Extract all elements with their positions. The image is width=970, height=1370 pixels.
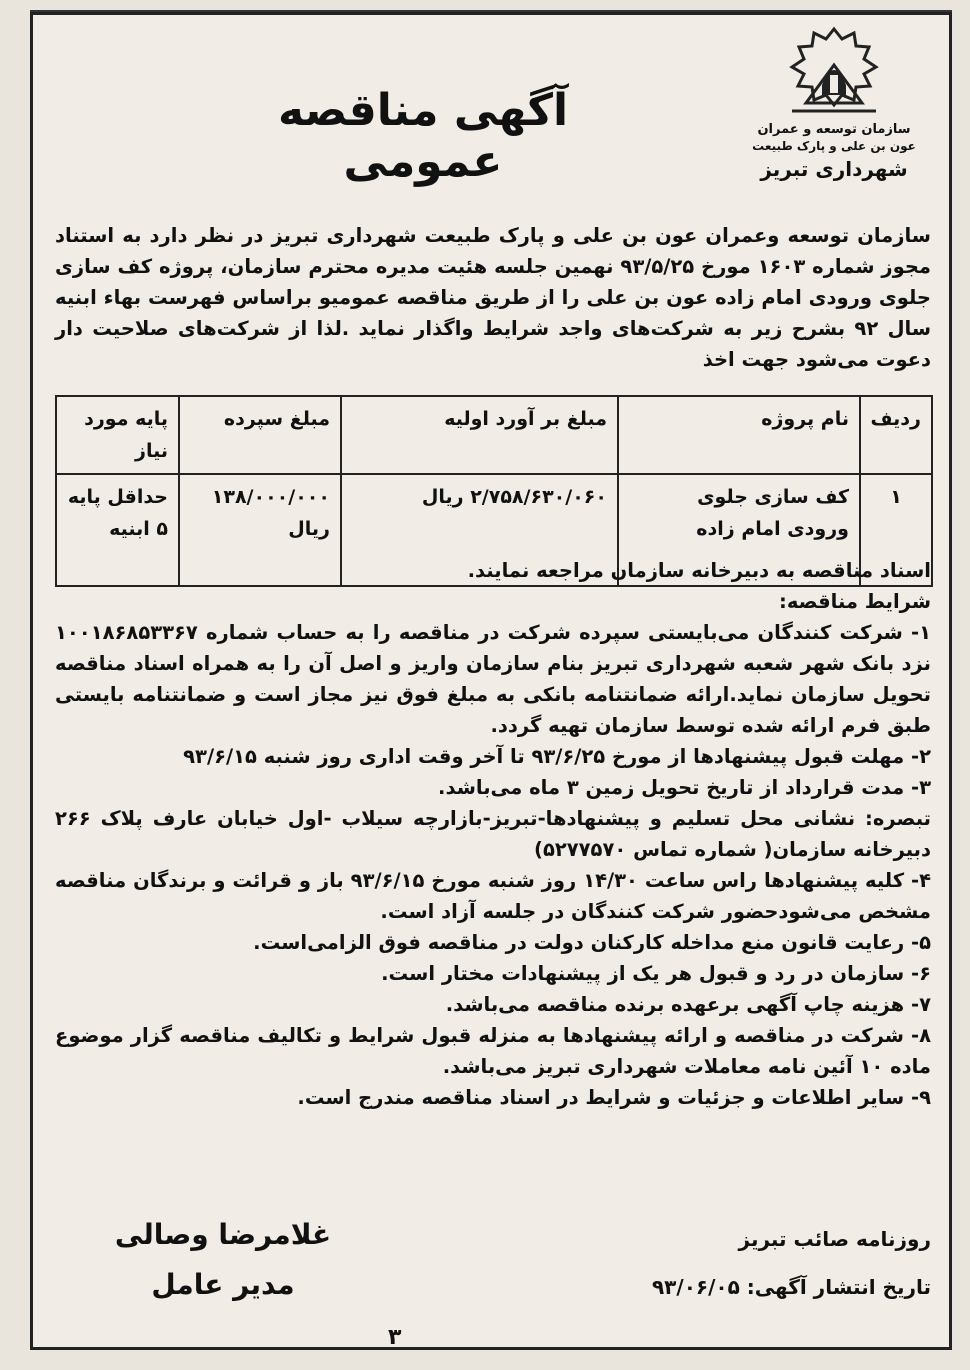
col-header-radif: ردیف [860, 396, 932, 474]
condition-item-7: ۷- هزینه چاپ آگهی برعهده برنده مناقصه می‌باشد. [445, 993, 931, 1016]
condition-item-5: ۵- رعایت قانون منع مداخله کارکنان دولت در مناقصه فوق الزامی‌است. [253, 931, 931, 954]
cell-project-name: کف سازی جلوی ورودی امام زاده [618, 474, 860, 586]
tender-notice [30, 12, 952, 1350]
col-header-project-name: نام پروژه [618, 396, 860, 474]
page-top-rule [30, 0, 952, 12]
publish-date: تاریخ انتشار آگهی: ۹۳/۰۶/۰۵ [651, 1275, 931, 1299]
col-header-deposit: مبلغ سپرده [179, 396, 341, 474]
org-name-line1: سازمان توسعه و عمران [757, 122, 911, 137]
org-name-line2: عون بن علی و پارک طبیعت [752, 139, 916, 153]
organization-logo-block [739, 25, 929, 205]
condition-item-1: ۱- شرکت کنندگان می‌بایستی سپرده شرکت در مناقصه را به حساب شماره ۱۰۰۱۸۶۸۵۳۳۶۷ نزد بانک شهر شعبه شهرداری تبریز بنام سازمان واریز و اصل آن را به همراه اسناد مناقصه تحویل سازمان نماید.ارائه ضمانتنامه بانکی به مبلغ فوق نیز مجاز است و ضمانتنامه بایستی طبق فرم ارائه شده توسط سازمان تهیه گردد. [55, 621, 931, 737]
notice-header [33, 15, 949, 215]
cell-estimate: ۲/۷۵۸/۶۳۰/۰۶۰ ریال [341, 474, 618, 586]
publication-info [551, 1215, 931, 1311]
conditions-section [55, 555, 931, 1113]
conditions-heading: شرایط مناقصه: [779, 590, 931, 613]
table-header-row [56, 396, 932, 474]
cell-grade: حداقل پایه ۵ ابنیه [56, 474, 179, 586]
cell-deposit: ۱۳۸/۰۰۰/۰۰۰ ریال [179, 474, 341, 586]
page-mark: ۳ [388, 1325, 402, 1350]
intro-paragraph: سازمان توسعه وعمران عون بن علی و پارک طبیعت شهرداری تبریز در نظر دارد به استناد مجوز شماره ۱۶۰۳ مورخ ۹۳/۵/۲۵ نهمین جلسه هئیت مدیره محترم سازمان، پروژه کف سازی جلوی ورودی امام زاده عون بن علی را از طریق مناقصه عمومیو براساس فهرست بهاء ابنیه سال ۹۲ بشرح زیر به شرکت‌های واجد شرایط واگذار نماید .لذا از شرکت‌های صلاحیت دار دعوت می‌شود جهت اخذ [55, 224, 932, 371]
signatory-title: مدیر عامل [151, 1268, 295, 1301]
page-title: آگهی مناقصه عمومی [277, 85, 569, 187]
col-header-grade: پایه مورد نیاز [56, 396, 179, 474]
cell-radif: ۱ [860, 474, 932, 586]
signature-block [93, 1210, 353, 1310]
municipality-emblem-icon [784, 25, 884, 120]
col-header-estimate: مبلغ بر آورد اولیه [341, 396, 618, 474]
condition-item-2: ۲- مهلت قبول پیشنهادها از مورخ ۹۳/۶/۲۵ تا آخر وقت اداری روز شنبه ۹۳/۶/۱۵ [183, 745, 931, 768]
org-name-municipality: شهرداری تبریز [760, 157, 908, 181]
condition-item-6: ۶- سازمان در رد و قبول هر یک از پیشنهادات مختار است. [381, 962, 931, 985]
documents-note: اسناد مناقصه به دبیرخانه سازمان مراجعه نمایند. [467, 559, 931, 582]
condition-item-9: ۹- سایر اطلاعات و جزئیات و شرایط در اسناد مناقصه مندرج است. [297, 1086, 931, 1109]
newspaper-name: روزنامه صائب تبریز [738, 1227, 931, 1251]
signatory-name: غلامرضا وصالی [114, 1218, 332, 1251]
condition-item-3: ۳- مدت قرارداد از تاریخ تحویل زمین ۳ ماه می‌باشد. [438, 776, 931, 799]
condition-item-8: ۸- شرکت در مناقصه و ارائه پیشنهادها به منزله قبول شرایط و تکالیف مناقصه گزار موضوع ماده ۱۰ آئین نامه معاملات شهرداری تبریز می‌باشد. [55, 1024, 931, 1078]
condition-item-4: ۴- کلیه پیشنهادها راس ساعت ۱۴/۳۰ روز شنبه مورخ ۹۳/۶/۱۵ باز و قرائت و برندگان مناقصه مشخص می‌شودحضور شرکت کنندگان در جلسه آزاد است. [55, 869, 931, 923]
condition-note-address: تبصره: نشانی محل تسلیم و پیشنهادها-تبریز-بازارچه سیلاب -اول خیابان عارف پلاک ۲۶۶ دبیرخانه سازمان( شماره تماس ۵۲۷۷۵۷۰) [55, 807, 931, 861]
